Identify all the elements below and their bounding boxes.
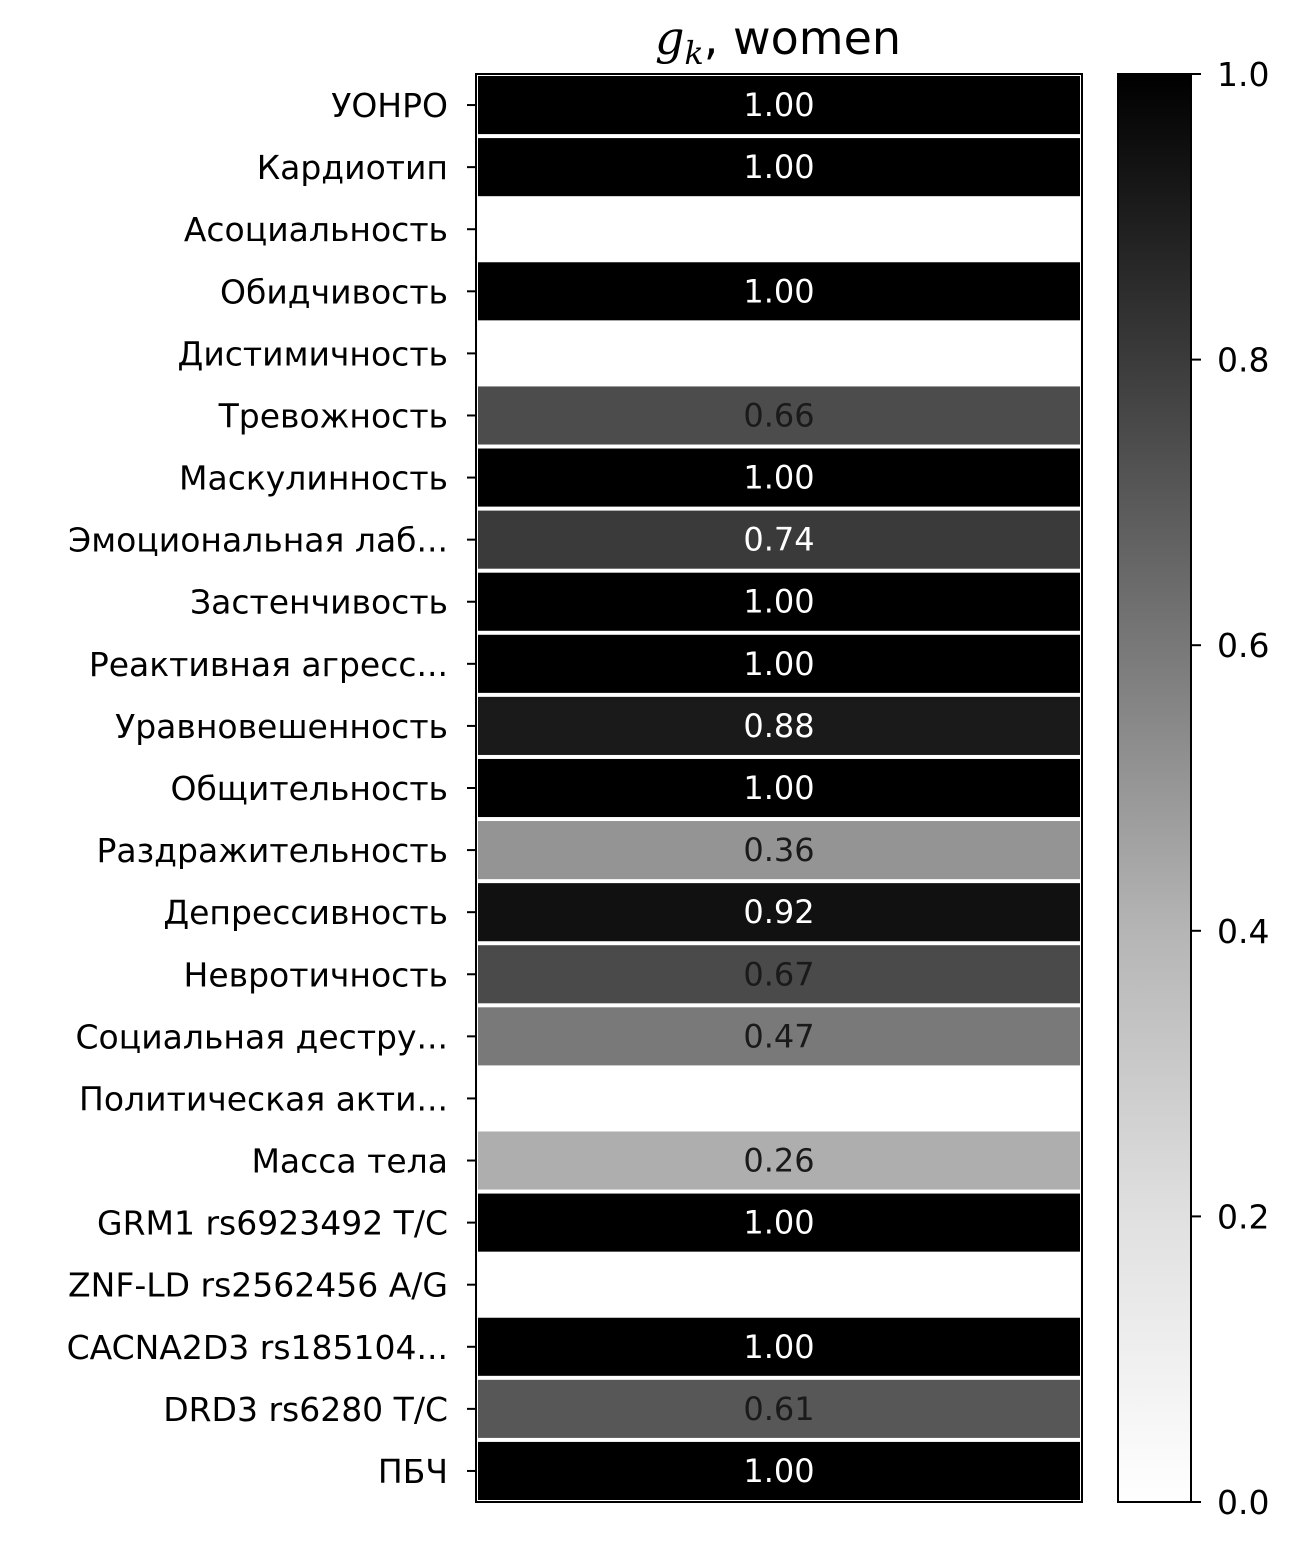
row-label: Маскулинность bbox=[179, 458, 448, 498]
chart-title-subscript: k bbox=[684, 34, 704, 72]
cell-value-label: 1.00 bbox=[743, 1203, 815, 1242]
cell-value-label: 0.66 bbox=[743, 396, 815, 435]
row-label: Тревожность bbox=[218, 396, 448, 436]
cell-value-label: 0.26 bbox=[743, 1141, 815, 1180]
row-label: GRM1 rs6923492 T/C bbox=[97, 1203, 448, 1243]
cell-value-label: 1.00 bbox=[743, 272, 815, 311]
row-labels bbox=[67, 86, 476, 1491]
colorbar-tick-label: 0.6 bbox=[1217, 626, 1270, 666]
cell-value-label: 1.00 bbox=[743, 769, 815, 807]
colorbar-tick-label: 0.8 bbox=[1217, 340, 1270, 380]
cell-value-label: 0.36 bbox=[743, 831, 815, 870]
cell-value-label: 1.00 bbox=[743, 582, 815, 621]
colorbar bbox=[1118, 74, 1191, 1502]
heatmap-area bbox=[478, 76, 1080, 1500]
row-label: ПБЧ bbox=[377, 1451, 448, 1491]
colorbar-ticks bbox=[1191, 55, 1269, 1522]
row-label: Эмоциональная лаб... bbox=[68, 520, 448, 560]
cell-value-label: 0.88 bbox=[743, 706, 815, 745]
cell-value-label: 1.00 bbox=[743, 644, 815, 683]
row-label: Дистимичность bbox=[177, 334, 448, 374]
cell-value-label: 0.74 bbox=[743, 520, 815, 559]
cell-value-label: 1.00 bbox=[743, 148, 815, 187]
row-label: Депрессивность bbox=[163, 893, 448, 933]
cell-value-label: 0.47 bbox=[743, 1017, 815, 1056]
colorbar-tick-label: 0.0 bbox=[1217, 1483, 1270, 1522]
chart-title bbox=[655, 11, 901, 72]
row-label: DRD3 rs6280 T/C bbox=[163, 1389, 448, 1429]
row-label: Невротичность bbox=[183, 955, 448, 995]
cell-value-label: 1.00 bbox=[743, 86, 815, 125]
cell-value-label: 0.92 bbox=[743, 893, 815, 932]
row-label: Реактивная агресс... bbox=[88, 644, 448, 684]
colorbar-tick-label: 0.4 bbox=[1217, 911, 1270, 951]
row-label: Застенчивость bbox=[189, 582, 448, 622]
row-label: Асоциальность bbox=[183, 210, 448, 250]
colorbar-tick-label: 0.2 bbox=[1217, 1197, 1270, 1237]
row-label: CACNA2D3 rs185104... bbox=[66, 1327, 448, 1367]
cell-value-label: 1.00 bbox=[743, 1451, 815, 1490]
colorbar-tick-label: 1.0 bbox=[1217, 55, 1270, 94]
cell-value-label: 0.67 bbox=[743, 955, 815, 994]
chart-title-suffix: , women bbox=[703, 11, 902, 65]
row-label: Социальная дестру... bbox=[75, 1017, 448, 1057]
row-label: Кардиотип bbox=[256, 148, 448, 188]
chart-title-symbol: g bbox=[654, 11, 685, 65]
row-label: ZNF-LD rs2562456 A/G bbox=[68, 1265, 448, 1305]
row-label: Уравновешенность bbox=[115, 706, 448, 746]
row-label: УОНРО bbox=[331, 86, 448, 126]
row-label: Раздражительность bbox=[96, 831, 448, 871]
row-label: Общительность bbox=[170, 769, 448, 808]
cell-value-label: 0.61 bbox=[743, 1389, 815, 1428]
row-label: Масса тела bbox=[251, 1141, 448, 1181]
cell-value-label: 1.00 bbox=[743, 458, 815, 497]
row-label: Политическая акти... bbox=[79, 1079, 448, 1119]
row-label: Обидчивость bbox=[220, 272, 448, 312]
cell-value-label: 1.00 bbox=[743, 1327, 815, 1366]
